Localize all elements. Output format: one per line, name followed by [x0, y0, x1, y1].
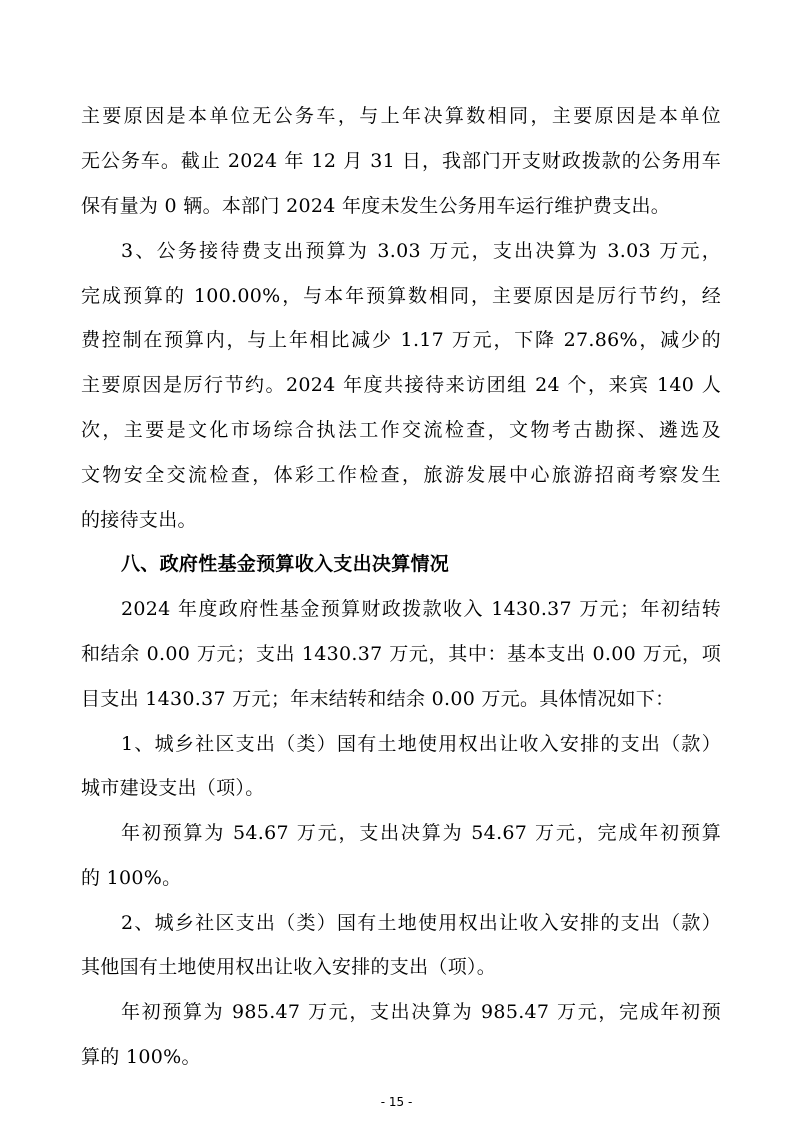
paragraph-line: 目支出 1430.37 万元；年末结转和结余 0.00 万元。具体情况如下： — [81, 688, 675, 710]
paragraph-line: 3、公务接待费支出预算为 3.03 万元，支出决算为 3.03 万元， — [121, 240, 721, 262]
paragraph-line: 其他国有土地使用权出让收入安排的支出（项）。 — [81, 956, 497, 978]
paragraph-line: 2024 年度政府性基金预算财政拨款收入 1430.37 万元；年初结转 — [121, 598, 721, 620]
paragraph-line: 保有量为 0 辆。本部门 2024 年度未发生公务用车运行维护费支出。 — [81, 195, 671, 217]
paragraph-line: 算的 100%。 — [81, 1046, 201, 1068]
paragraph-line: 次，主要是文化市场综合执法工作交流检查，文物考古勘探、遴选及 — [81, 419, 721, 441]
paragraph-line: 年初预算为 54.67 万元，支出决算为 54.67 万元，完成年初预算 — [121, 822, 721, 844]
paragraph-line: 主要原因是厉行节约。2024 年度共接待来访团组 24 个，来宾 140 人 — [81, 374, 721, 396]
page-number: - 15 - — [380, 1095, 413, 1109]
paragraph-line: 城市建设支出（项）。 — [81, 777, 265, 799]
paragraph-line: 2、城乡社区支出（类）国有土地使用权出让收入安排的支出（款） — [121, 912, 721, 934]
paragraph-line: 费控制在预算内，与上年相比减少 1.17 万元，下降 27.86%，减少的 — [81, 329, 721, 351]
paragraph-line: 1、城乡社区支出（类）国有土地使用权出让收入安排的支出（款） — [121, 733, 721, 755]
section-heading: 八、政府性基金预算收入支出决算情况 — [121, 553, 450, 575]
paragraph-line: 和结余 0.00 万元；支出 1430.37 万元，其中：基本支出 0.00 万元，项 — [81, 643, 721, 665]
paragraph-line: 的 100%。 — [81, 867, 182, 889]
paragraph-line: 完成预算的 100.00%，与本年预算数相同，主要原因是厉行节约，经 — [81, 285, 721, 307]
paragraph-line: 的接待支出。 — [81, 509, 197, 531]
paragraph-line: 年初预算为 985.47 万元，支出决算为 985.47 万元，完成年初预 — [121, 1001, 721, 1023]
paragraph-line: 文物安全交流检查，体彩工作检查，旅游发展中心旅游招商考察发生 — [81, 464, 721, 486]
paragraph-line: 无公务车。截止 2024 年 12 月 31 日，我部门开支财政拨款的公务用车 — [81, 150, 721, 172]
paragraph-line: 主要原因是本单位无公务车，与上年决算数相同，主要原因是本单位 — [81, 105, 721, 127]
